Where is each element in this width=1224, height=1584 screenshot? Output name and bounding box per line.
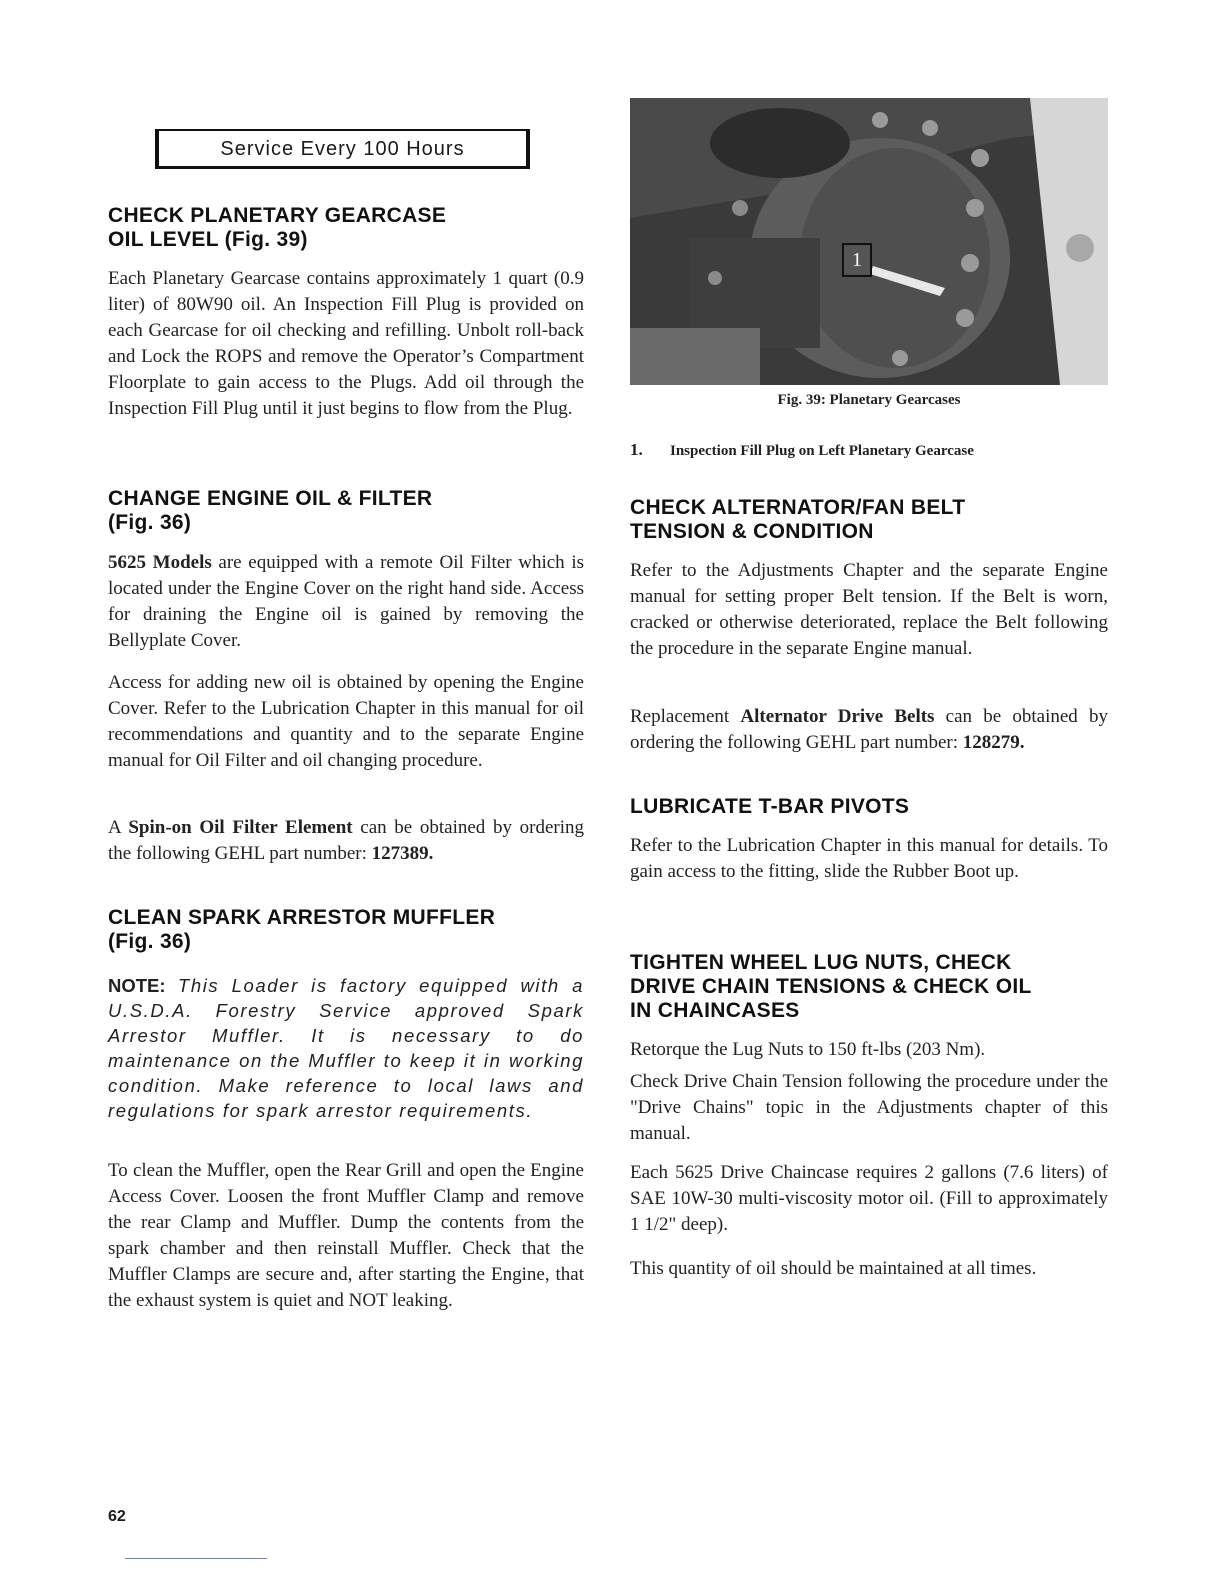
text-run: Replacement (630, 706, 741, 727)
alternator-belt-paragraph-1: Refer to the Adjustments Chapter and the separate Engine manual for setting proper Belt tension. If the Belt is worn, cracked or otherwise deteriorated, replace the Belt following the procedure in the separate Engine manual. (630, 560, 1108, 659)
engine-oil-paragraph-2: Access for adding new oil is obtained by opening the Engine Cover. Refer to the Lubrication Chapter in this manual for oil recommendations and quantity and to the separate Engine manual for Oil Filter and oil changing procedure. (108, 672, 584, 771)
lug-nuts-paragraph-2: Check Drive Chain Tension following the procedure under the "Drive Chains" topic in the Adjustments chapter of this manual. (630, 1071, 1108, 1144)
t-bar-pivots-body: Refer to the Lubrication Chapter in this manual for details. To gain access to the fitting, slide the Rubber Boot up. (630, 835, 1108, 882)
part-number: 128279. (962, 732, 1025, 753)
figure-caption: Fig. 39: Planetary Gearcases (777, 392, 961, 408)
engine-oil-paragraph-3 (108, 815, 584, 867)
heading-line: IN CHAINCASES (630, 999, 800, 1022)
heading-line: CLEAN SPARK ARRESTOR MUFFLER (108, 906, 496, 929)
legend-text: Inspection Fill Plug on Left Planetary Gearcase (670, 443, 974, 459)
legend-number: 1. (630, 440, 643, 459)
lug-nuts-paragraph-1: Retorque the Lug Nuts to 150 ft-lbs (203 Nm). (630, 1039, 986, 1060)
part-number: 127389. (371, 843, 434, 864)
heading-spark-arrestor (108, 906, 584, 954)
spark-arrestor-note (108, 973, 584, 1123)
text-run: are equipped with a remote Oil Filter which is located under the Engine Cover on the right hand side. Access for draining the Engine oil is gained by removing the Bellyplate Cover. (108, 552, 584, 651)
planetary-gearcase-photo (630, 98, 1108, 385)
text-run: can be obtained by ordering the following GEHL part number: (630, 706, 1108, 753)
heading-line: DRIVE CHAIN TENSIONS & CHECK OIL (630, 975, 1032, 998)
bold-term: Alternator Drive Belts (740, 706, 935, 727)
lug-nuts-paragraph-3: Each 5625 Drive Chaincase requires 2 gallons (7.6 liters) of SAE 10W-30 multi-viscosity motor oil. (Fill to approximately 1 1/2" deep). (630, 1162, 1108, 1235)
note-text: This Loader is factory equipped with a U.S.D.A. Forestry Service approved Spark Arrestor Muffler. It is necessary to do maintenance on the Muffler to keep it in working condition. Make reference to local laws and regulations for spark arrestor requirements. (108, 975, 584, 1121)
service-interval-banner: Service Every 100 Hours (155, 129, 530, 169)
heading-line: TENSION & CONDITION (630, 520, 874, 543)
heading-alternator-belt (630, 496, 1108, 544)
text-run: A (108, 817, 129, 838)
heading-line: TIGHTEN WHEEL LUG NUTS, CHECK (630, 951, 1012, 974)
lug-nuts-paragraph-4: This quantity of oil should be maintained at all times. (630, 1258, 1037, 1279)
bold-term: 5625 Models (108, 552, 212, 573)
heading-line: (Fig. 36) (108, 511, 192, 534)
text-run: can be obtained by ordering the following GEHL part number: (108, 817, 584, 864)
alternator-belt-paragraph-2 (630, 704, 1108, 756)
heading-line: CHECK ALTERNATOR/FAN BELT (630, 496, 966, 519)
note-label: NOTE: (108, 975, 166, 996)
heading-line: OIL LEVEL (Fig. 39) (108, 228, 308, 251)
heading-line: CHANGE ENGINE OIL & FILTER (108, 487, 433, 510)
callout-1-box: 1 (842, 243, 872, 277)
bold-term: Spin-on Oil Filter Element (128, 817, 353, 838)
footer-rule (125, 1558, 267, 1559)
heading-engine-oil-filter (108, 487, 584, 535)
planetary-gearcase-body: Each Planetary Gearcase contains approximately 1 quart (0.9 liter) of 80W90 oil. An Inspection Fill Plug is provided on each Gearcase for oil checking and refilling. Unbolt roll-back and Lock the ROPS and remove the Operator’s Compartment Floorplate to gain access to the Plugs. Add oil through the Inspection Fill Plug until it just begins to flow from the Plug. (108, 268, 584, 419)
spark-arrestor-body: To clean the Muffler, open the Rear Grill and open the Engine Access Cover. Loosen the front Muffler Clamp and remove the rear Clamp and Muffler. Dump the contents from the spark chamber and then reinstall Muffler. Check that the Muffler Clamps are secure and, after starting the Engine, that the exhaust system is quiet and NOT leaking. (108, 1160, 584, 1311)
gearcase-illustration (630, 98, 1108, 385)
figure-legend (630, 440, 1108, 460)
heading-t-bar-pivots: LUBRICATE T-BAR PIVOTS (630, 795, 910, 818)
engine-oil-paragraph-1 (108, 550, 584, 654)
page-number: 62 (108, 1508, 126, 1525)
heading-wheel-lug-nuts (630, 951, 1108, 1023)
heading-line: CHECK PLANETARY GEARCASE (108, 204, 447, 227)
heading-line: (Fig. 36) (108, 930, 192, 953)
heading-planetary-gearcase (108, 204, 584, 252)
